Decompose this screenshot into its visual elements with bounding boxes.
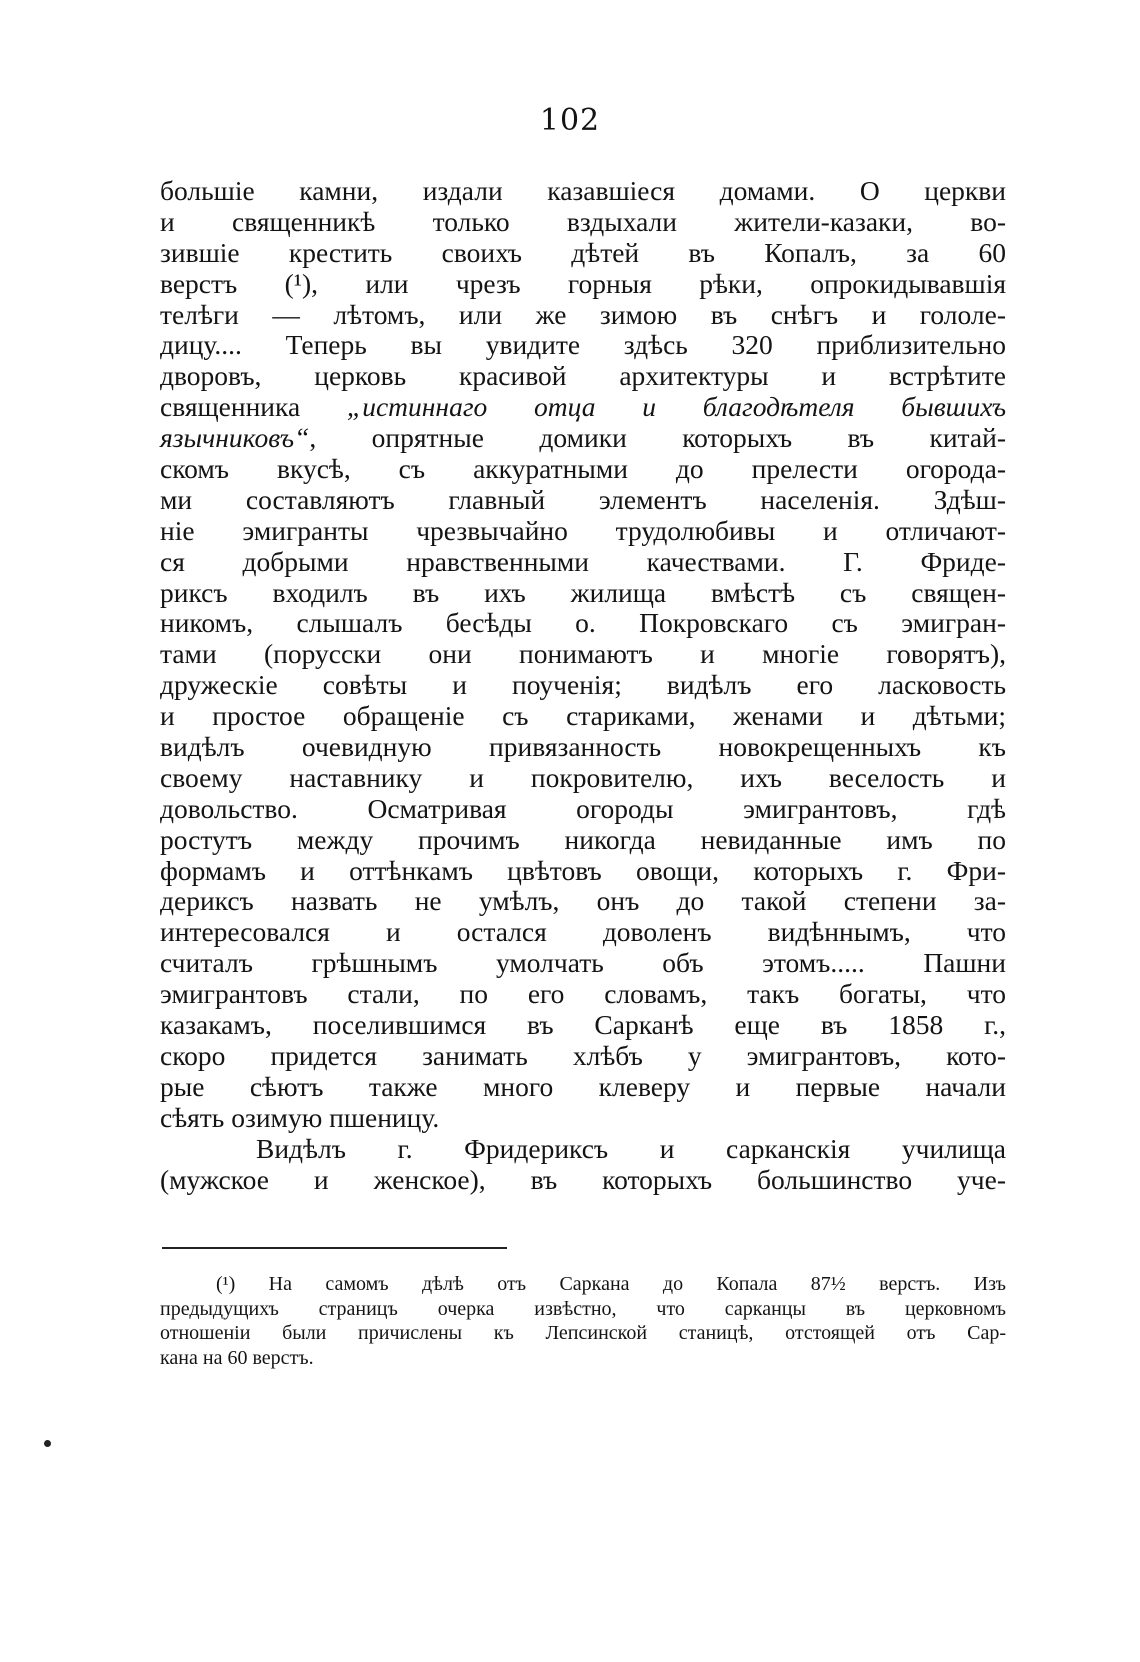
body-line: дворовъ, церковь красивой архитектуры и встрѣтите [160,360,1006,392]
body-line: интересовался и остался доволенъ видѣннымъ, что [160,916,1006,948]
body-line: (мужское и женское), въ которыхъ большинство уче- [160,1163,1006,1195]
body-line-italic-part: „истиннаго отца и благодѣтеля бывшихъ [346,391,1006,423]
body-line: риксъ входилъ въ ихъ жилища вмѣстѣ съ священ- [160,576,1006,608]
body-line: довольство. Осматривая огороды эмигрантовъ, гдѣ [160,792,1006,824]
body-line: скомъ вкусѣ, съ аккуратными до прелести огорода- [160,453,1006,485]
body-line: ніе эмигранты чрезвычайно трудолюбивы и отличают- [160,514,1006,546]
body-line: ростутъ между прочимъ никогда невиданные имъ по [160,823,1006,855]
body-text [160,176,1006,1195]
page-number: 102 [539,103,601,138]
footnote-line: отношеніи были причислены къ Лепсинской станицѣ, отстоящей отъ Сар- [160,1322,1006,1344]
body-line: зившіе крестить своихъ дѣтей въ Копалъ, за 60 [160,236,1006,268]
footnote-line: (¹) На самомъ дѣлѣ отъ Саркана до Копала 87½ верстъ. Изъ [216,1273,1006,1295]
body-line-paragraph-end: сѣять озимую пшеницу. [160,1101,440,1133]
body-line: большіе камни, издали казавшіеся домами. О церкви [160,175,1006,206]
body-line: казакамъ, поселившимся въ Сарканѣ еще въ 1858 г., [160,1009,1006,1041]
body-line: эмигрантовъ стали, по его словамъ, такъ богаты, что [160,978,1006,1010]
footnotes [160,1272,1006,1370]
footnote-line: предыдущихъ страницъ очерка извѣстно, что сарканцы въ церковномъ [160,1297,1006,1320]
body-line-paragraph-start: Видѣлъ г. Фридериксъ и сарканскія училища [256,1132,1006,1164]
body-line-italic-part: язычниковъ“ [160,422,310,454]
body-line-plain-part: священника [160,391,347,423]
body-line: дицу.... Теперь вы увидите здѣсь 320 приблизительно [160,329,1006,361]
body-line: скоро придется занимать хлѣбъ у эмигрантовъ, кото- [160,1039,1006,1071]
body-line: видѣлъ очевидную привязанность новокрещенныхъ къ [160,731,1006,763]
body-line: никомъ, слышалъ бесѣды о. Покровскаго съ эмигран- [160,607,1006,639]
body-line: ми составляютъ главный элементъ населенія. Здѣш- [160,483,1006,515]
body-line: рые сѣютъ также много клеверу и первые начали [160,1070,1006,1102]
body-line: и простое обращеніе съ стариками, женами и дѣтьми; [160,700,1006,732]
footnote-line: кана на 60 верстъ. [160,1346,314,1369]
body-line: телѣги — лѣтомъ, или же зимою въ снѣгъ и гололе- [160,298,1006,330]
body-line: формамъ и оттѣнкамъ цвѣтовъ овощи, которыхъ г. Фри- [160,854,1006,886]
body-line: своему наставнику и покровителю, ихъ веселость и [160,761,1006,793]
body-line: дериксъ назвать не умѣлъ, онъ до такой степени за- [160,885,1006,917]
body-line-italic-quote [160,392,1006,423]
body-line: ся добрыми нравственными качествами. Г. Фриде- [160,545,1006,577]
body-line: тами (порусски они понимаютъ и многіе говорятъ), [160,638,1006,670]
footnote-rule [162,1247,507,1249]
body-line: считалъ грѣшнымъ умолчать объ этомъ..... Пашни [160,947,1006,979]
body-line: и священникѣ только вздыхали жители-казаки, во- [160,205,1006,237]
ink-speck [44,1440,51,1447]
body-line: дружескіе совѣты и поученія; видѣлъ его ласковость [160,669,1006,701]
body-line-plain-part: , опрятные домики которыхъ въ китай- [309,422,1006,454]
body-line-italic-quote-end [160,423,1006,454]
body-line: верстъ (¹), или чрезъ горныя рѣки, опрокидывавшія [160,267,1006,299]
